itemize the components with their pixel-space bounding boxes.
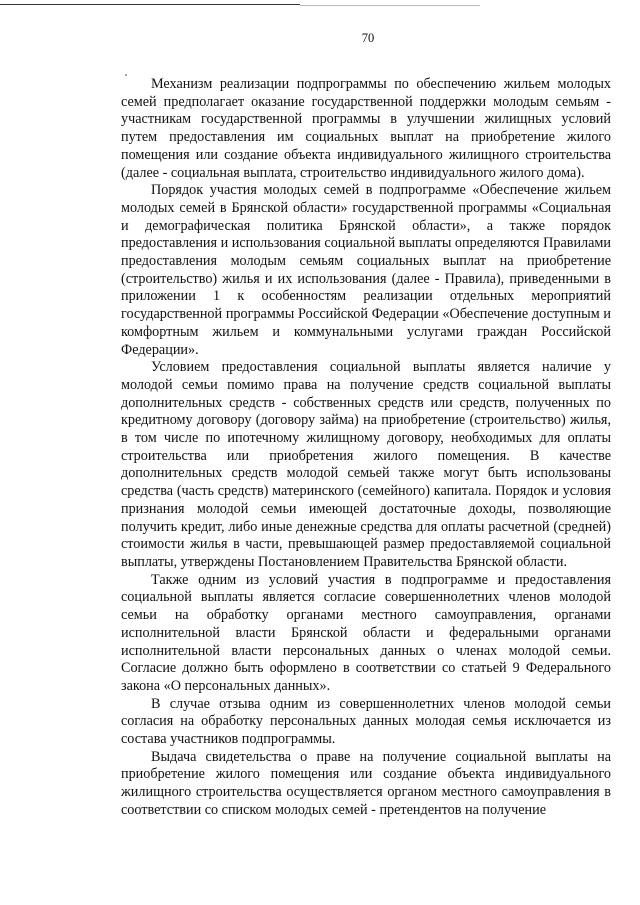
paragraph-mechanism: Механизм реализации подпрограммы по обеспечению жильем молодых семей предполагает оказание государственной поддержки молодым семьям - участникам государственной программы в улучшении жилищных условий путем предоставления им социальных выплат на приобретение жилого помещения или создание объекта индивидуального жилищного строительства (далее - социальная выплата, строительство индивидуального жилого дома). (121, 76, 611, 181)
scan-top-rule (0, 4, 300, 5)
paragraph-participation-order: Порядок участия молодых семей в подпрограмме «Обеспечение жильем молодых семей в Брянской области» государственной программы «Социальная и демографическая политика Брянской области», а также порядок предоставления и использования социальной выплаты определяются Правилами предоставления молодым семьям социальных выплат на приобретение (строительство) жилья и их использования (далее - Правила), приведенными в приложении 1 к особенностям реализации отдельных мероприятий государственной программы Российской Федерации «Обеспечение доступным и комфортным жильем и коммунальными услугами граждан Российской Федерации». (121, 182, 611, 358)
document-body (121, 76, 611, 820)
paragraph-payment-condition: Условием предоставления социальной выплаты является наличие у молодой семьи помимо права на получение средств социальной выплаты дополнительных средств - собственных средств или средств, полученных по кредитному договору (договору займа) на приобретение (строительство) жилья, в том числе по ипотечному жилищному договору, необходимых для оплаты строительства или приобретения жилого помещения. В качестве дополнительных средств молодой семьей также могут быть использованы средства (часть средств) материнского (семейного) капитала. Порядок и условия признания молодой семьи имеющей достаточные доходы, позволяющие получить кредит, либо иные денежные средства для оплаты расчетной (средней) стоимости жилья в части, превышающей размер предоставляемой социальной выплаты, утверждены Постановлением Правительства Брянской области. (121, 359, 611, 570)
paragraph-consent-withdrawal: В случае отзыва одним из совершеннолетних членов молодой семьи согласия на обработку персональных данных молодая семья исключается из состава участников подпрограммы. (121, 695, 611, 748)
paragraph-consent: Также одним из условий участия в подпрограмме и предоставления социальной выплаты является согласие совершеннолетних членов молодой семьи на обработку органами местного самоуправления, органами исполнительной власти Брянской области и федеральными органами исполнительной власти персональных данных о членах молодой семьи. Согласие должно быть оформлено в соответствии со статьей 9 Федерального закона «О персональных данных». (121, 571, 611, 694)
scan-top-rule-faint (300, 5, 480, 6)
paragraph-certificate-issuance: Выдача свидетельства о праве на получение социальной выплаты на приобретение жилого помещения или создание объекта индивидуального жилищного строительства осуществляется органом местного самоуправления в соответствии со списком молодых семей - претендентов на получение (121, 748, 611, 818)
page-number: 70 (361, 31, 375, 45)
